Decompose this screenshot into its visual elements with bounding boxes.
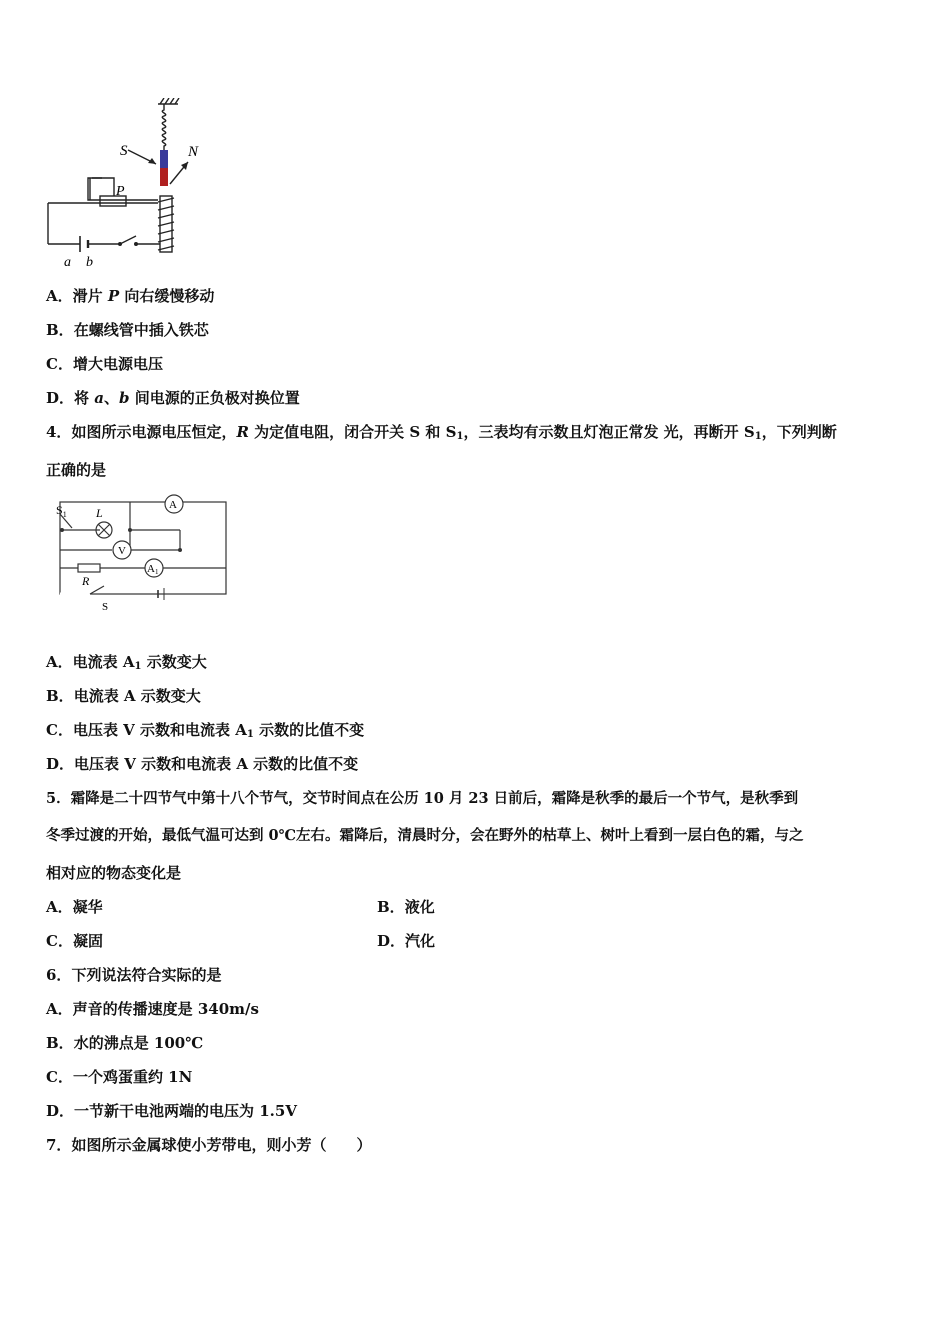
q4-stem-line1: 4．如图所示电源电压恒定，R 为定值电阻，闭合开关 S 和 $S_1$，三表均有示数且灯泡正常发 光，再断开 $S_1$，下列判断 (46, 423, 837, 442)
ammeter-a1-label: A1 (147, 563, 159, 576)
q6-option-c: C．一个鸡蛋重约 1N (46, 1068, 193, 1086)
label-b: b (86, 255, 93, 270)
q4-option-a: A．电流表 $A_1$ 示数变大 (46, 653, 207, 672)
q6-option-b: B．水的沸点是 100℃ (46, 1034, 204, 1052)
q5-stem-line2: 冬季过渡的开始，最低气温可达到 0℃左右。霜降后，清晨时分，会在野外的枯草上、树叶上看到一层白色的霜，与之 (46, 827, 804, 844)
label-s: S (102, 601, 109, 613)
q4-option-b: B．电流表 A 示数变大 (46, 687, 201, 705)
q5-option-a: A．凝华 (46, 898, 103, 916)
q5-option-b: B．液化 (377, 898, 435, 916)
q3-option-d: D．将 a、b 间电源的正负极对换位置 (46, 389, 300, 407)
q4-option-d: D．电压表 V 示数和电流表 A 示数的比值不变 (46, 755, 359, 773)
q3-option-b: B．在螺线管中插入铁芯 (46, 321, 209, 339)
ammeter-a-label: A (169, 499, 177, 511)
q7-stem: 7．如图所示金属球使小芳带电，则小芳（ ） (46, 1136, 372, 1154)
q6-stem: 6．下列说法符合实际的是 (46, 966, 222, 984)
q5-stem-line3: 相对应的物态变化是 (46, 864, 182, 882)
q6-option-a: A．声音的传播速度是 340m/s (46, 1000, 259, 1018)
label-r: R (82, 574, 90, 588)
voltmeter-v-label: V (118, 545, 126, 557)
q6-option-d: D．一节新干电池两端的电压为 1.5V (46, 1102, 297, 1120)
meter-circuit-figure (50, 492, 240, 617)
q5-option-d: D．汽化 (377, 932, 436, 950)
electromagnet-circuit-figure (40, 98, 220, 274)
q5-option-c: C．凝固 (46, 932, 103, 950)
label-s1: $S_1$ (56, 503, 67, 519)
label-a: a (64, 255, 71, 270)
label-l: L (96, 506, 103, 520)
label-p: P (116, 184, 125, 199)
q3-option-a: A．滑片 P 向右缓慢移动 (46, 287, 215, 305)
q5-stem-line1: 5．霜降是二十四节气中第十八个节气，交节时间点在公历 10 月 23 日前后，霜降是秋季的最后一个节气，是秋季到 (46, 790, 799, 807)
label-n: N (188, 144, 199, 160)
q4-option-c: C．电压表 V 示数和电流表 $A_1$ 示数的比值不变 (46, 721, 365, 740)
q3-option-c: C．增大电源电压 (46, 355, 163, 373)
label-s: S (120, 143, 128, 159)
q4-stem-line2: 正确的是 (46, 461, 107, 479)
